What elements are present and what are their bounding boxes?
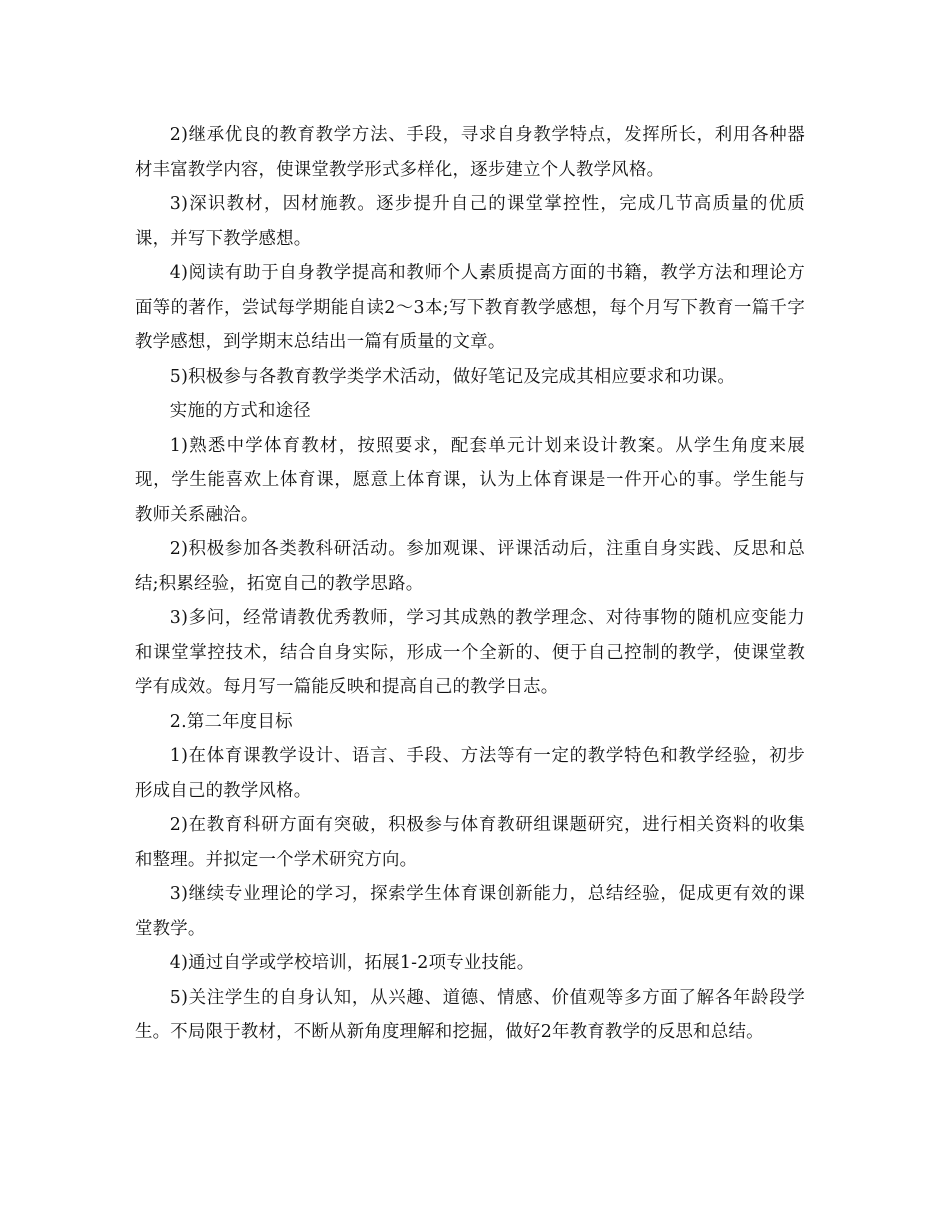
paragraph-goal-4: 4)阅读有助于自身教学提高和教师个人素质提高方面的书籍，教学方法和理论方面等的著作，尝试每学期能自读2～3本;写下教育教学感想，每个月写下教育一篇千字教学感想，到学期末总结出一篇有质量的文章。: [135, 263, 805, 352]
paragraph-second-year-5: 5)关注学生的自身认知，从兴趣、道德、情感、价值观等多方面了解各年龄段学生。不局限于教材，不断从新角度理解和挖掘，做好2年教育教学的反思和总结。: [135, 987, 805, 1042]
paragraph-method-2: 2)积极参加各类教科研活动。参加观课、评课活动后，注重自身实践、反思和总结;积累经验，拓宽自己的教学思路。: [135, 539, 805, 594]
paragraph-second-year-2: 2)在教育科研方面有突破，积极参与体育教研组课题研究，进行相关资料的收集和整理。并拟定一个学术研究方向。: [135, 815, 805, 870]
section-heading-second-year: 2.第二年度目标: [169, 711, 293, 732]
paragraph-method-3: 3)多问，经常请教优秀教师，学习其成熟的教学理念、对待事物的随机应变能力和课堂掌控技术，结合自身实际，形成一个全新的、便于自己控制的教学，使课堂教学有成效。每月写一篇能反映和提高自己的教学日志。: [135, 608, 805, 697]
section-heading-methods: 实施的方式和途径: [169, 401, 311, 421]
document-body: [135, 118, 805, 1050]
paragraph-goal-3: 3)深识教材，因材施教。逐步提升自己的课堂掌控性，完成几节高质量的优质课，并写下教学感想。: [135, 194, 805, 249]
paragraph-goal-2: 2)继承优良的教育教学方法、手段，寻求自身教学特点，发挥所长，利用各种器材丰富教学内容，使课堂教学形式多样化，逐步建立个人教学风格。: [135, 125, 805, 180]
paragraph-method-1: 1)熟悉中学体育教材，按照要求，配套单元计划来设计教案。从学生角度来展现，学生能喜欢上体育课，愿意上体育课，认为上体育课是一件开心的事。学生能与教师关系融洽。: [135, 435, 805, 525]
paragraph-second-year-1: 1)在体育课教学设计、语言、手段、方法等有一定的教学特色和教学经验，初步形成自己的教学风格。: [135, 746, 805, 801]
paragraph-second-year-4: 4)通过自学或学校培训，拓展1-2项专业技能。: [169, 953, 535, 973]
paragraph-second-year-3: 3)继续专业理论的学习，探索学生体育课创新能力，总结经验，促成更有效的课堂教学。: [135, 884, 805, 939]
paragraph-goal-5: 5)积极参与各教育教学类学术活动，做好笔记及完成其相应要求和功课。: [169, 366, 736, 387]
